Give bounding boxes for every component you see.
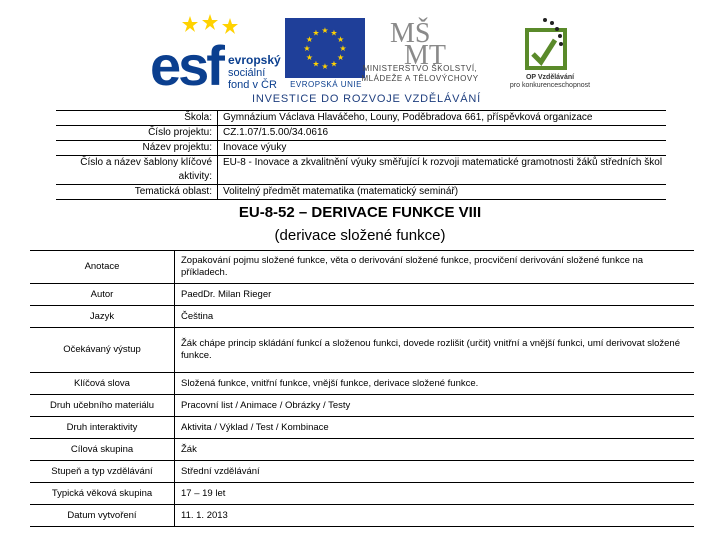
info-value: Inovace výuky bbox=[223, 142, 287, 153]
meta-key: Datum vytvoření bbox=[30, 505, 175, 527]
table-row bbox=[30, 417, 694, 439]
info-row bbox=[56, 125, 666, 140]
op-caption bbox=[505, 74, 595, 90]
meta-value: Pracovní list / Animace / Obrázky / Testy bbox=[175, 395, 695, 417]
meta-key: Typická věková skupina bbox=[30, 483, 175, 505]
page-title: EU-8-52 – DERIVACE FUNKCE VIII bbox=[238, 204, 482, 221]
info-row bbox=[56, 111, 666, 125]
svg-text:MT: MT bbox=[404, 40, 446, 64]
page-subtitle: (derivace složené funkce) bbox=[274, 227, 446, 244]
school-info-table bbox=[56, 110, 666, 200]
meta-value: Čeština bbox=[175, 306, 695, 328]
msmt-line1: MINISTERSTVO ŠKOLSTVÍ, bbox=[362, 64, 478, 73]
msmt-caption bbox=[360, 64, 480, 84]
table-row bbox=[30, 328, 694, 373]
op-line2: pro konkurenceschopnost bbox=[509, 82, 591, 89]
svg-text:MŠ: MŠ bbox=[390, 18, 431, 49]
eu-flag-icon bbox=[285, 18, 365, 78]
meta-value: PaedDr. Milan Rieger bbox=[175, 284, 695, 306]
eu-star-icon: ★ bbox=[305, 35, 313, 44]
metadata-table bbox=[30, 250, 694, 527]
meta-key: Stupeň a typ vzdělávání bbox=[30, 461, 175, 483]
investice-banner: INVESTICE DO ROZVOJE VZDĚLÁVÁNÍ bbox=[252, 93, 481, 105]
table-row bbox=[30, 483, 694, 505]
meta-value: 11. 1. 2013 bbox=[175, 505, 695, 527]
meta-value: 17 – 19 let bbox=[175, 483, 695, 505]
meta-value: Složená funkce, vnitřní funkce, vnější funkce, derivace složené funkce. bbox=[175, 373, 695, 395]
table-row bbox=[30, 439, 694, 461]
table-row bbox=[30, 395, 694, 417]
esf-logo bbox=[150, 12, 281, 97]
info-row bbox=[56, 155, 666, 184]
meta-key: Druh učebního materiálu bbox=[30, 395, 175, 417]
esf-line2: sociální bbox=[228, 67, 266, 79]
meta-value: Zopakování pojmu složené funkce, věta o derivování složené funkce, procvičení derivování složené funkce na příkladech. bbox=[175, 251, 695, 284]
info-label: Název projektu: bbox=[56, 141, 218, 155]
meta-value: Střední vzdělávání bbox=[175, 461, 695, 483]
table-row bbox=[30, 461, 694, 483]
op-logo bbox=[505, 14, 595, 98]
eu-star-icon: ★ bbox=[339, 44, 347, 53]
msmt-logo bbox=[360, 14, 480, 94]
info-value: CZ.1.07/1.5.00/34.0616 bbox=[223, 127, 329, 138]
eu-star-icon: ★ bbox=[330, 28, 338, 38]
info-value: Volitelný předmět matematika (matematický seminář) bbox=[223, 186, 459, 197]
info-label: Škola: bbox=[56, 111, 218, 125]
info-row bbox=[56, 184, 666, 199]
op-mark-icon bbox=[505, 14, 595, 72]
eu-star-icon: ★ bbox=[312, 59, 320, 69]
meta-key: Očekávaný výstup bbox=[30, 328, 175, 373]
esf-caption bbox=[228, 54, 281, 91]
info-label: Tematická oblast: bbox=[56, 185, 218, 199]
eu-caption: EVROPSKÁ UNIE bbox=[290, 80, 362, 89]
meta-key: Jazyk bbox=[30, 306, 175, 328]
op-line1: OP Vzdělávání bbox=[525, 74, 575, 81]
meta-value: Aktivita / Výklad / Test / Kombinace bbox=[175, 417, 695, 439]
eu-star-icon: ★ bbox=[337, 53, 345, 62]
meta-key: Anotace bbox=[30, 251, 175, 284]
eu-star-icon: ★ bbox=[321, 26, 329, 35]
meta-value: Žák bbox=[175, 439, 695, 461]
esf-letters: esf bbox=[150, 34, 222, 97]
eu-star-icon: ★ bbox=[337, 35, 345, 44]
table-row bbox=[30, 284, 694, 306]
eu-star-icon: ★ bbox=[330, 59, 338, 69]
eu-star-icon: ★ bbox=[303, 44, 311, 53]
info-row bbox=[56, 140, 666, 155]
esf-line3: fond v ČR bbox=[228, 79, 277, 91]
meta-key: Autor bbox=[30, 284, 175, 306]
logo-strip bbox=[140, 10, 720, 106]
esf-line1: evropský bbox=[228, 53, 281, 67]
eu-star-icon: ★ bbox=[312, 28, 320, 38]
eu-star-icon: ★ bbox=[305, 53, 313, 62]
meta-key: Cílová skupina bbox=[30, 439, 175, 461]
info-label: Číslo a název šablony klíčové aktivity: bbox=[56, 156, 218, 184]
table-row bbox=[30, 373, 694, 395]
eu-star-icon: ★ bbox=[321, 62, 329, 71]
meta-key: Druh interaktivity bbox=[30, 417, 175, 439]
table-row bbox=[30, 251, 694, 284]
info-label: Číslo projektu: bbox=[56, 126, 218, 140]
info-value: Gymnázium Václava Hlaváčeho, Louny, Poděbradova 661, příspěvková organizace bbox=[223, 112, 593, 123]
meta-value: Žák chápe princip skládání funkcí a složenou funkci, dovede rozlišit (určit) vnitřní a vnější funkci, umí derivovat složené funkce. bbox=[175, 328, 695, 373]
table-row bbox=[30, 505, 694, 527]
info-value: EU-8 - Inovace a zkvalitnění výuky směřující k rozvoji matematické gramotnosti žáků středních škol bbox=[223, 157, 663, 168]
msmt-mark-icon bbox=[360, 14, 480, 64]
msmt-line2: MLÁDEŽE A TĚLOVÝCHOVY bbox=[361, 74, 479, 83]
table-row bbox=[30, 306, 694, 328]
meta-key: Klíčová slova bbox=[30, 373, 175, 395]
